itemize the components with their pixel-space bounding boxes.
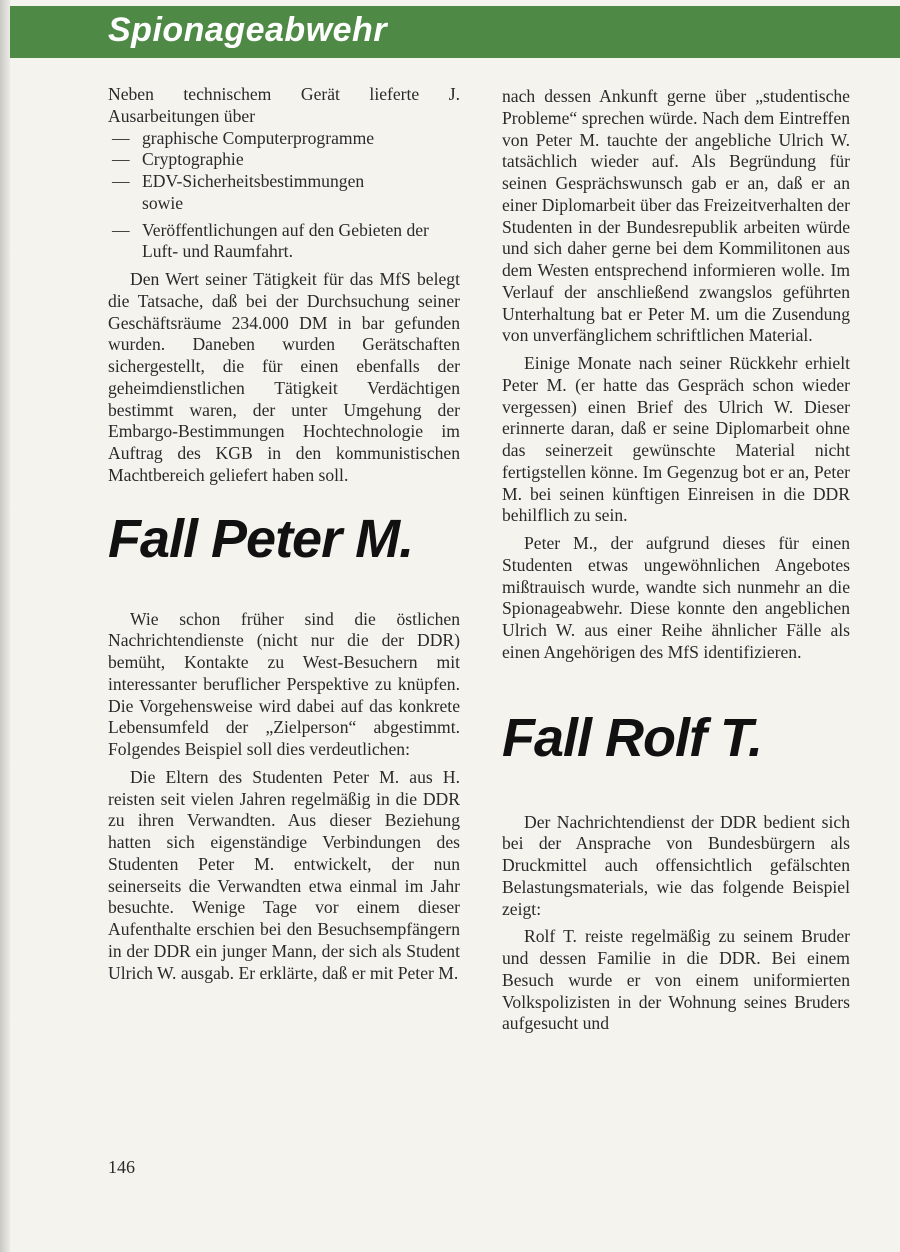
list-item: — graphische Computerprogramme (112, 127, 375, 148)
dash-marker: — (112, 127, 130, 148)
case-heading-rolf: Fall Rolf T. (502, 707, 762, 768)
continued-paragraph: nach dessen Ankunft gerne über „studentische Probleme“ sprechen würde. Nach dem Eintreffen von Peter M. tauchte der angebliche Ulrich W. tatsächlich wieder auf. Als Begründung für seinen Gesprächswunsch gab er an, daß er an einer Diplomarbeit über das Freizeitverhalten der Studenten in der Bundesrepublik arbeiten würde und sich daher gerne bei dem Kommilitonen aus dem Westen entsprechend informieren wolle. Im Verlauf der anschließend zwangslos geführten Unterhaltung bat er Peter M. um die Zusendung von unverfänglichem schriftlichen Material. (502, 86, 850, 346)
peter-paragraph-2: Die Eltern des Studenten Peter M. aus H. reisten seit vielen Jahren regelmäßig in die DDR zu ihren Verwandten. Aus dieser Beziehung hatten sich eigenständige Verbindungen des Studenten Peter M. entwickelt, der nun seinerseits die Verwandten etwa einmal im Jahr besuchte. Wenige Tage vor einem dieser Aufenthalte erschien bei den Besuchsempfängern in der DDR ein junger Mann, der sich als Student Ulrich W. ausgab. Er erklärte, daß er mit Peter M. (108, 766, 460, 983)
left-column (108, 84, 460, 984)
list-item: — Veröffentlichungen auf den Gebieten der Luft- und Raumfahrt. (112, 219, 429, 262)
page-binding-edge (0, 0, 10, 1252)
page-number: 146 (108, 1157, 135, 1177)
list-item: — EDV-Sicherheitsbestimmungen sowie (112, 171, 365, 213)
list-item: — Cryptographie (112, 149, 244, 170)
rolf-paragraph-2: Rolf T. reiste regelmäßig zu seinem Bruder und dessen Familie in die DDR. Bei einem Besuch wurde er von einem uniformierten Volkspolizisten in der Wohnung seines Bruders aufgesucht und (502, 926, 850, 1034)
intro-paragraph: Neben technischem Gerät lieferte J. Ausarbeitungen über (108, 84, 460, 126)
right-column (502, 86, 850, 1035)
dash-marker: — (112, 149, 130, 170)
suspicious-paragraph: Peter M., der aufgrund dieses für einen Studenten etwas ungewöhnlichen Angebotes mißtrauisch wurde, wandte sich nunmehr an die Spionageabwehr. Diese konnte den angeblichen Ulrich W. aus einer Reihe ähnlicher Fälle als einen Angehörigen des MfS identifizieren. (502, 533, 850, 662)
dash-marker: — (112, 171, 130, 191)
dash-marker: — (112, 219, 130, 240)
peter-paragraph-1: Wie schon früher sind die östlichen Nachrichtendienste (nicht nur die der DDR) bemüht, Kontakte zu West-Besuchern mit interessanter beruflicher Perspektive zu knüpfen. Die Vorgehensweise wird dabei auf das konkrete Lebensumfeld der „Zielperson“ abgestimmt. Folgendes Beispiel soll dies verdeutlichen: (108, 608, 460, 759)
case-heading-peter: Fall Peter M. (108, 508, 414, 569)
value-paragraph: Den Wert seiner Tätigkeit für das MfS belegt die Tatsache, daß bei der Durchsuchung seiner Geschäftsräume 234.000 DM in bar gefunden wurden. Daneben wurden Gerätschaften sichergestellt, die für einen ebenfalls der geheimdienstlichen Tätigkeit Verdächtigen bestimmt waren, der unter Umgehung der Embargo-Bestimmungen Hochtechnologie im Auftrag des KGB in den kommunistischen Machtbereich geliefert haben soll. (108, 269, 460, 485)
rolf-paragraph-1: Der Nachrichtendienst der DDR bedient sich bei der Ansprache von Bundesbürgern als Druckmittel auch offensichtlich gefälschten Belastungsmaterials, wie das folgende Beispiel zeigt: (502, 811, 850, 919)
months-paragraph: Einige Monate nach seiner Rückkehr erhielt Peter M. (er hatte das Gespräch schon wieder vergessen) einen Brief des Ulrich W. Dieser erinnerte daran, daß er seine Diplomarbeit ohne das seinerzeit gewünschte Material nicht fertigstellen könne. Im Gegenzug bot er an, Peter M. bei seinen künftigen Einreisen in die DDR behilflich zu sein. (502, 353, 850, 526)
topics-list (108, 128, 460, 264)
section-title: Spionageabwehr (108, 11, 388, 49)
